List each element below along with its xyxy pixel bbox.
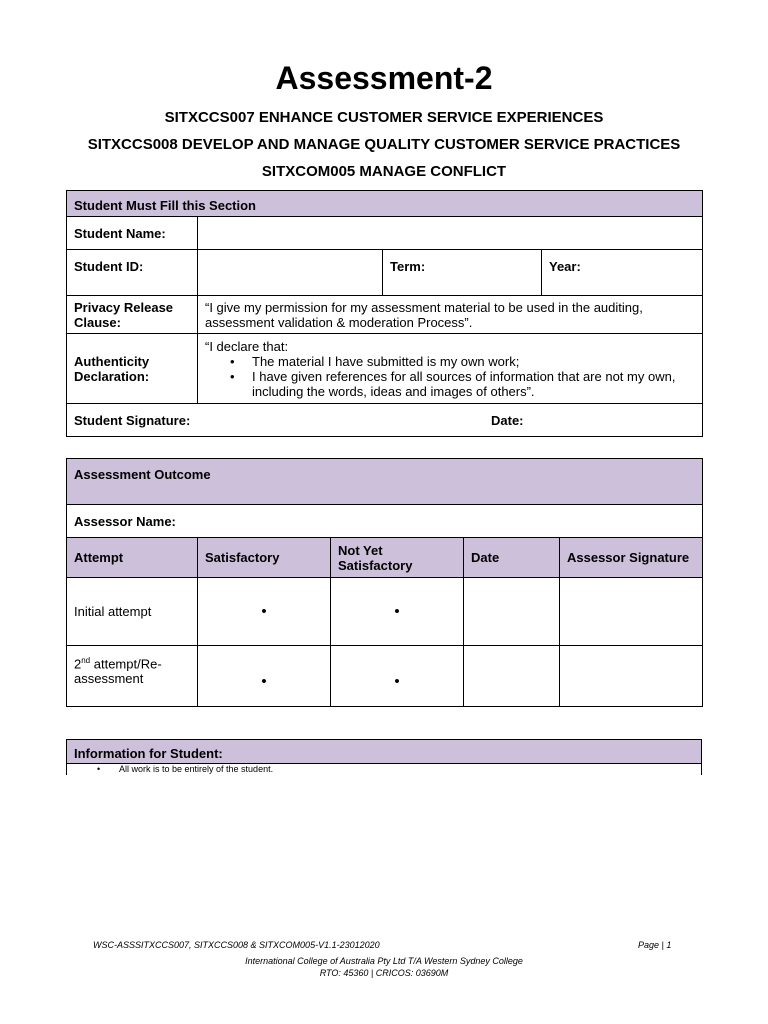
unit-title-3: SITXCOM005 MANAGE CONFLICT	[261, 163, 507, 180]
column-assessor-signature: Assessor Signature	[560, 538, 703, 578]
not-yet-satisfactory-checkbox-initial[interactable]: •	[331, 578, 464, 646]
authenticity-item: • The material I have submitted is my own work;	[252, 354, 695, 369]
authenticity-list	[205, 354, 695, 399]
initial-attempt-label: Initial attempt	[67, 578, 198, 646]
not-yet-satisfactory-checkbox-second[interactable]: •	[331, 646, 464, 707]
student-name-field[interactable]	[198, 217, 703, 250]
information-list	[67, 764, 702, 775]
footer-rto-cricos: RTO: 45360 | CRICOS: 03690M	[319, 968, 449, 978]
student-signature-label: Student Signature:	[74, 412, 191, 428]
outcome-section-header: Assessment Outcome	[67, 459, 703, 505]
information-section-header: Information for Student:	[67, 740, 702, 764]
student-name-label: Student Name:	[67, 217, 198, 250]
date-field-initial[interactable]	[464, 578, 560, 646]
assessment-outcome-table	[66, 458, 703, 707]
privacy-clause-label: Privacy Release Clause:	[67, 296, 198, 334]
assessor-name-label: Assessor Name:	[74, 513, 176, 529]
date-label: Date:	[491, 413, 524, 428]
page-title: Assessment-2	[275, 60, 493, 96]
authenticity-label: Authenticity Declaration:	[67, 334, 198, 404]
information-item: • All work is to be entirely of the student.	[67, 764, 701, 774]
footer-document-code: WSC-ASSSITXCCS007, SITXCCS008 & SITXCOM005-V1.1-23012020	[93, 940, 380, 950]
column-date: Date	[464, 538, 560, 578]
second-attempt-suffix: nd	[81, 656, 91, 665]
unit-title-2: SITXCCS008 DEVELOP AND MANAGE QUALITY CUSTOMER SERVICE PRACTICES	[87, 136, 681, 153]
student-details-table	[66, 190, 703, 437]
signature-row[interactable]	[67, 404, 703, 437]
assessor-name-row[interactable]	[67, 505, 703, 538]
satisfactory-checkbox-second[interactable]: •	[198, 646, 331, 707]
footer-page-number: Page | 1	[638, 940, 672, 950]
information-table	[66, 739, 702, 775]
satisfactory-checkbox-initial[interactable]: •	[198, 578, 331, 646]
student-id-field[interactable]	[198, 250, 383, 296]
student-section-header: Student Must Fill this Section	[67, 191, 703, 217]
privacy-clause-text: “I give my permission for my assessment material to be used in the auditing, assessment validation & moderation Process”.	[198, 296, 703, 334]
date-field-second[interactable]	[464, 646, 560, 707]
authenticity-declaration	[198, 334, 703, 404]
second-attempt-text: attempt/Re-assessment	[74, 656, 162, 687]
second-attempt-label	[67, 646, 198, 707]
column-not-yet-satisfactory: Not Yet Satisfactory	[331, 538, 464, 578]
second-attempt-number: 2	[74, 656, 82, 672]
authenticity-item: • I have given references for all sources of information that are not my own, including the words, ideas and images of others”.	[252, 369, 695, 399]
assessor-signature-field-second[interactable]	[560, 646, 703, 707]
term-label: Term:	[383, 250, 542, 296]
column-attempt: Attempt	[67, 538, 198, 578]
assessor-signature-field-initial[interactable]	[560, 578, 703, 646]
authenticity-intro: “I declare that:	[205, 338, 289, 354]
unit-title-1: SITXCCS007 ENHANCE CUSTOMER SERVICE EXPERIENCES	[164, 109, 604, 126]
student-id-label: Student ID:	[67, 250, 198, 296]
column-satisfactory: Satisfactory	[198, 538, 331, 578]
year-label: Year:	[542, 250, 703, 296]
footer-college-name: International College of Australia Pty Ltd T/A Western Sydney College	[245, 956, 523, 966]
